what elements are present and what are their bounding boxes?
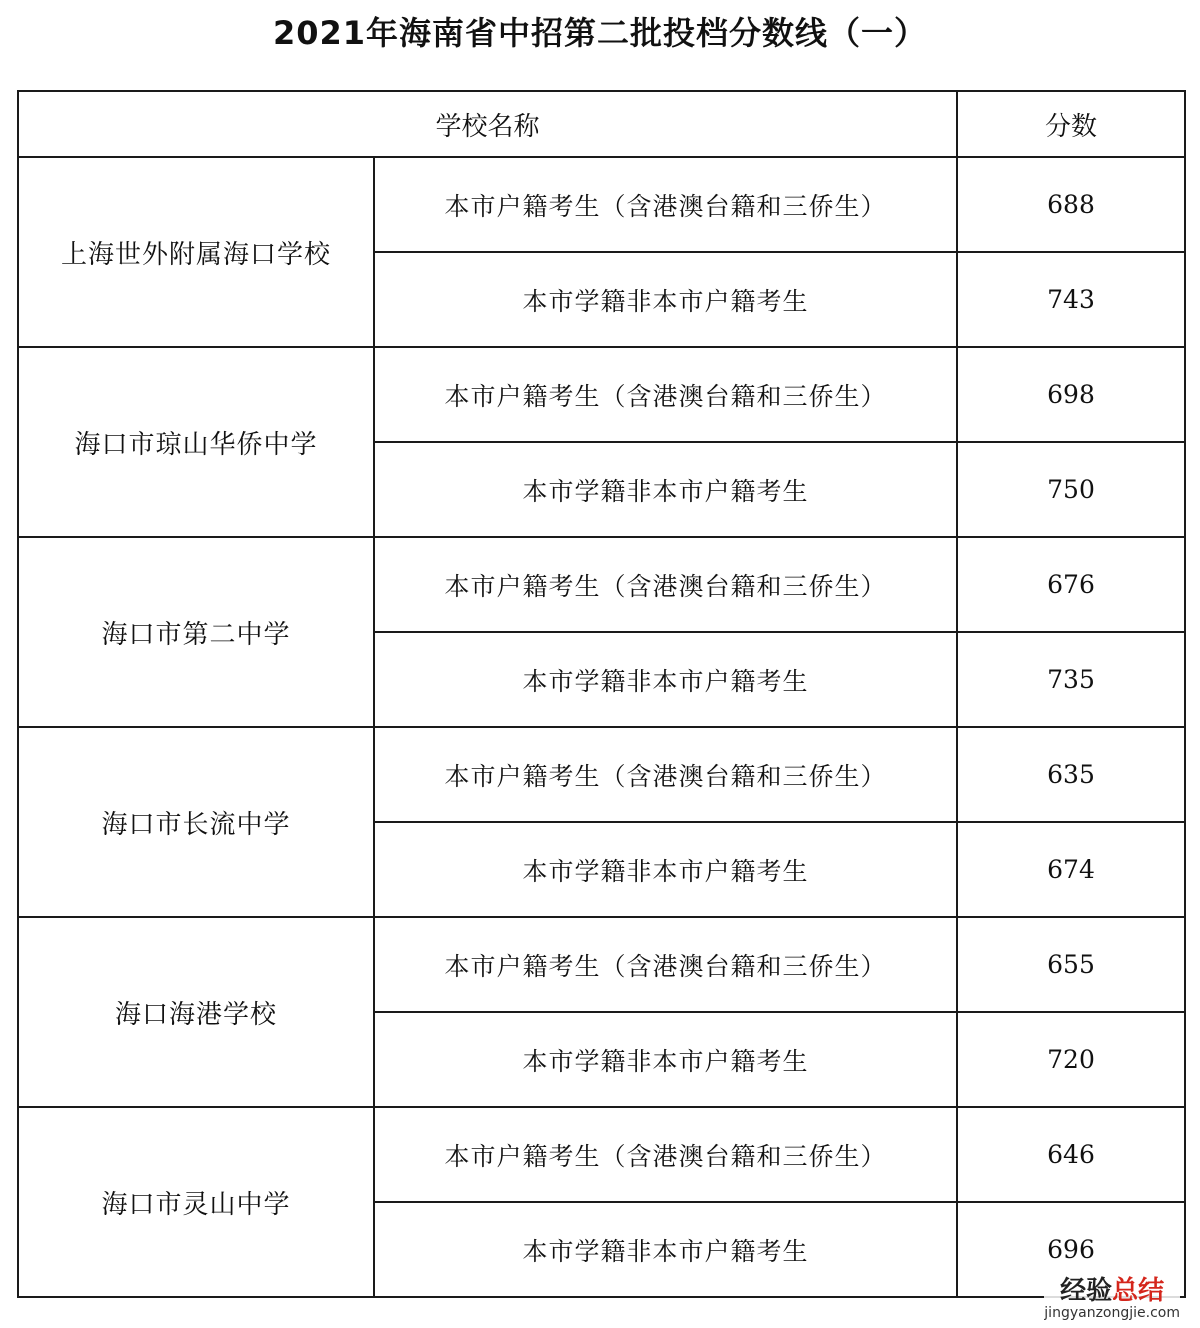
score-cell: 743 [957,252,1185,347]
watermark-text-accent: 总结 [1112,1276,1165,1306]
category-cell: 本市户籍考生（含港澳台籍和三侨生） [374,1107,957,1202]
score-cell: 720 [957,1012,1185,1107]
category-cell: 本市户籍考生（含港澳台籍和三侨生） [374,727,957,822]
score-cell: 655 [957,917,1185,1012]
score-cell: 750 [957,442,1185,537]
watermark-text [1044,1278,1180,1304]
score-cell: 696 [957,1202,1185,1297]
score-cell: 676 [957,537,1185,632]
school-name-cell: 上海世外附属海口学校 [18,157,374,347]
page-title: 2021年海南省中招第二批投档分数线（一） [272,14,928,52]
score-cell: 635 [957,727,1185,822]
category-cell: 本市户籍考生（含港澳台籍和三侨生） [374,347,957,442]
score-cell: 674 [957,822,1185,917]
table-row [18,347,1185,442]
school-name-cell: 海口市灵山中学 [18,1107,374,1297]
header-school-name: 学校名称 [18,91,957,157]
table-row [18,917,1185,1012]
category-cell: 本市学籍非本市户籍考生 [374,1012,957,1107]
score-cell: 688 [957,157,1185,252]
header-score: 分数 [957,91,1185,157]
table-header-row [18,91,1185,157]
score-table [17,90,1186,1298]
score-cell: 698 [957,347,1185,442]
table-row [18,727,1185,822]
school-name-cell: 海口市第二中学 [18,537,374,727]
table-row [18,537,1185,632]
school-name-cell: 海口市长流中学 [18,727,374,917]
site-watermark [1044,1278,1180,1320]
category-cell: 本市户籍考生（含港澳台籍和三侨生） [374,157,957,252]
category-cell: 本市学籍非本市户籍考生 [374,1202,957,1297]
score-cell: 646 [957,1107,1185,1202]
watermark-text-main: 经验 [1060,1276,1113,1306]
category-cell: 本市学籍非本市户籍考生 [374,252,957,347]
table-body [18,157,1185,1297]
category-cell: 本市学籍非本市户籍考生 [374,822,957,917]
school-name-cell: 海口市琼山华侨中学 [18,347,374,537]
table-row [18,157,1185,252]
school-name-cell: 海口海港学校 [18,917,374,1107]
category-cell: 本市学籍非本市户籍考生 [374,632,957,727]
category-cell: 本市户籍考生（含港澳台籍和三侨生） [374,917,957,1012]
category-cell: 本市户籍考生（含港澳台籍和三侨生） [374,537,957,632]
table-row [18,1107,1185,1202]
category-cell: 本市学籍非本市户籍考生 [374,442,957,537]
watermark-url: jingyanzongjie.com [1044,1305,1180,1321]
score-cell: 735 [957,632,1185,727]
